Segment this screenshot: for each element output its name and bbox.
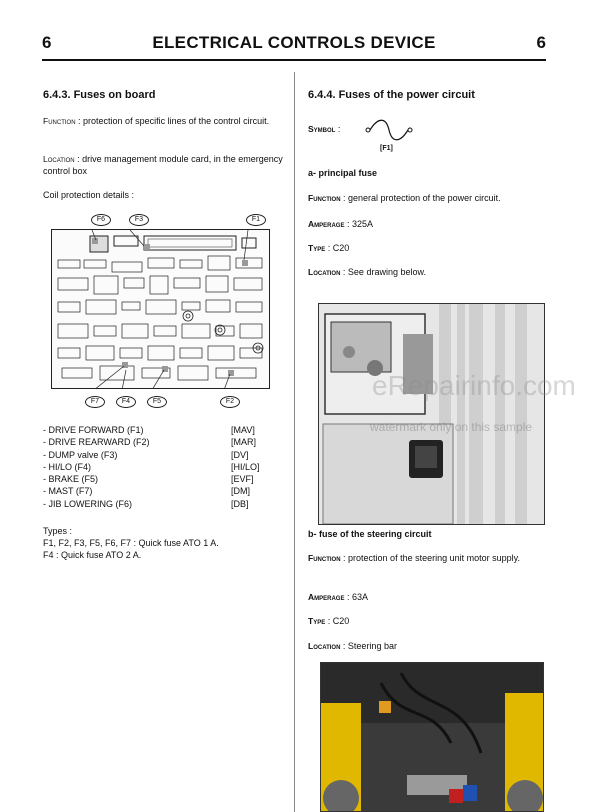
chapter-title: ELECTRICAL CONTROLS DEVICE <box>152 33 436 52</box>
page-number-right: 6 <box>536 33 546 52</box>
fuse-code: [MAR] <box>231 437 257 448</box>
symbol-sep: : <box>335 124 341 134</box>
steering-amperage <box>308 591 368 603</box>
symbol-tag: [F1] <box>380 145 393 152</box>
fuse-name: - HI/LO (F4) <box>43 461 92 472</box>
function-label: Function <box>43 116 76 126</box>
type-text: : C20 <box>325 243 350 253</box>
function-text: : general protection of the power circuit. <box>340 193 501 203</box>
watermark-text: eRepairinfo.com <box>372 370 576 401</box>
fuse-list <box>43 424 283 510</box>
principal-amperage <box>308 218 373 230</box>
board-label-f5: F5 <box>147 396 167 408</box>
principal-location <box>308 266 426 278</box>
circuit-board-icon <box>52 230 270 389</box>
location-label: Location <box>308 641 341 651</box>
types-line-2: F4 : Quick fuse ATO 2 A. <box>43 550 142 560</box>
fuse-box-photo-icon <box>319 304 545 525</box>
amperage-text: : 325A <box>344 219 374 229</box>
fuse-name: - DRIVE REARWARD (F2) <box>43 437 150 448</box>
fuse-code: [HI/LO] <box>231 461 260 472</box>
type-text: : C20 <box>325 616 350 626</box>
page-number-left: 6 <box>42 33 52 52</box>
steering-bar-photo-icon <box>321 663 544 812</box>
board-label-f4: F4 <box>116 396 136 408</box>
symbol-label: Symbol <box>308 124 336 134</box>
board-label-f3: F3 <box>129 214 149 226</box>
function-text: : protection of the steering unit motor supply. <box>340 553 520 563</box>
board-label-f7: F7 <box>85 396 105 408</box>
steering-fuse-title: b- fuse of the steering circuit <box>308 529 432 539</box>
location-label: Location <box>43 154 75 164</box>
fuse-name: - DRIVE FORWARD (F1) <box>43 425 144 435</box>
fuse-code: [EVF] <box>231 474 254 485</box>
fuse-code: [MAV] <box>231 425 255 435</box>
fuse-name: - DUMP valve (F3) <box>43 449 118 460</box>
list-item <box>43 485 283 497</box>
location-text: : See drawing below. <box>340 267 426 277</box>
fuse-symbol-icon <box>364 117 414 143</box>
fuse-code: [DV] <box>231 449 249 460</box>
location-paragraph <box>43 153 283 177</box>
coil-details-heading: Coil protection details : <box>43 190 135 200</box>
list-item <box>43 424 283 436</box>
list-item <box>43 498 283 510</box>
type-label: Type <box>308 616 326 626</box>
circuit-board-figure <box>43 210 283 420</box>
steering-type <box>308 615 349 627</box>
amperage-label: Amperage <box>308 219 345 229</box>
type-label: Type <box>308 243 326 253</box>
board-label-f2: F2 <box>220 396 240 408</box>
list-item <box>43 461 283 473</box>
function-label: Function <box>308 193 341 203</box>
location-text: : Steering bar <box>340 641 397 651</box>
principal-fuse-title: a- principal fuse <box>308 168 378 178</box>
types-title: Types : <box>43 526 73 536</box>
function-label: Function <box>308 553 341 563</box>
fuse-name: - BRAKE (F5) <box>43 474 99 485</box>
list-item <box>43 436 283 448</box>
types-line-1: F1, F2, F3, F5, F6, F7 : Quick fuse ATO 1 A. <box>43 538 219 548</box>
section-title-fuses-on-board: 6.4.3. Fuses on board <box>43 89 156 101</box>
amperage-label: Amperage <box>308 592 345 602</box>
list-item <box>43 473 283 485</box>
fuse-name: - JIB LOWERING (F6) <box>43 498 133 509</box>
amperage-text: : 63A <box>344 592 368 602</box>
section-title-power-circuit: 6.4.4. Fuses of the power circuit <box>308 89 475 101</box>
principal-fuse-photo <box>318 303 545 525</box>
function-text: : protection of specific lines of the control circuit. <box>75 116 270 126</box>
symbol-row <box>308 123 548 153</box>
steering-fuse-photo <box>320 662 544 812</box>
fuse-code: [DB] <box>231 498 249 509</box>
circuit-board-drawing <box>51 229 270 389</box>
principal-function <box>308 192 548 204</box>
steering-function <box>308 552 538 564</box>
list-item <box>43 449 283 461</box>
location-label: Location <box>308 267 341 277</box>
fuse-name: - MAST (F7) <box>43 486 93 497</box>
fuse-code: [DM] <box>231 486 250 497</box>
fuse-types <box>43 525 283 561</box>
steering-location <box>308 640 397 652</box>
header-rule <box>42 59 546 61</box>
function-paragraph <box>43 115 283 127</box>
page-header <box>42 33 546 55</box>
board-label-f6: F6 <box>91 214 111 226</box>
board-label-f1: F1 <box>246 214 266 226</box>
principal-type <box>308 242 349 254</box>
column-divider <box>294 72 295 812</box>
watermark-subtext: watermark only on this sample <box>370 420 533 434</box>
location-text: : drive management module card, in the emergency control box <box>43 154 283 176</box>
